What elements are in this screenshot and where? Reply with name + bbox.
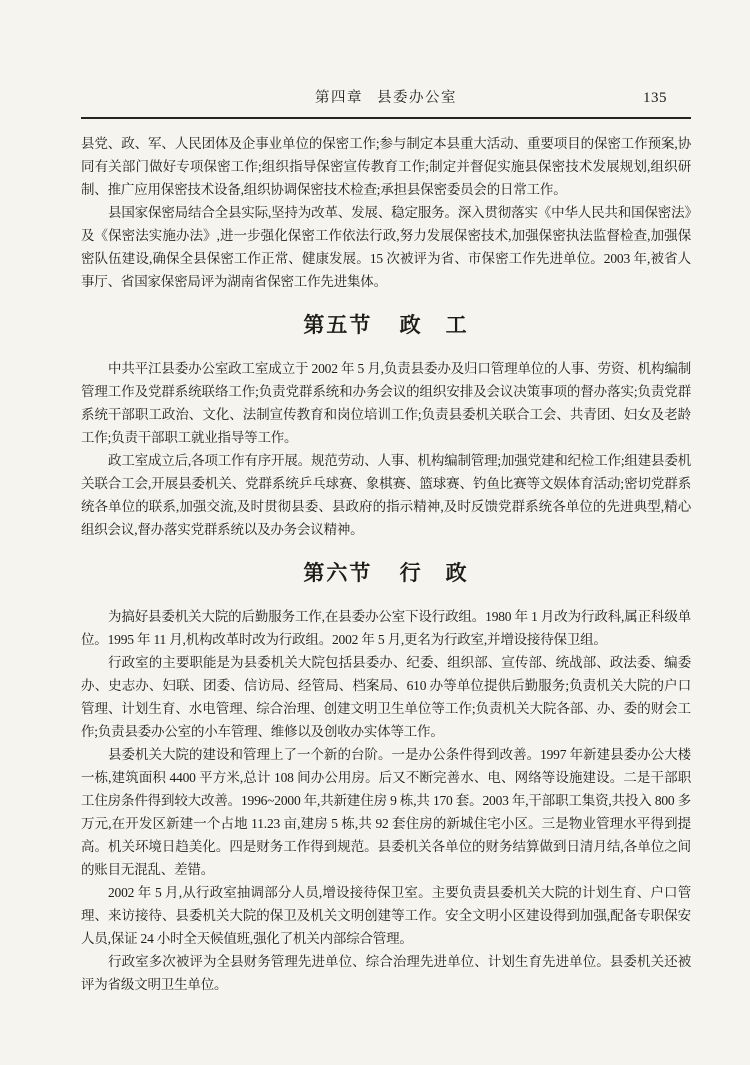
paragraph-compound-construction: 县委机关大院的建设和管理上了一个新的台阶。一是办公条件得到改善。1997 年新建县委办公大楼一栋,建筑面积 4400 平方米,总计 108 间办公用房。后又不断完善水、电、网络等设施建设。二是干部职工住房条件得到较大改善。1996~2000 年,共新建住房 9 栋,共 170 套。2003 年,干部职工集资,共投入 800 多万元,在开发区新建一个占地 11.23 亩,建房 5 栋,共 92 套住房的新城住宅小区。三是物业管理水平得到提高。机关环境日趋美化。四是财务工作得到规范。县委机关各单位的财务结算做到日清月结,各单位之间的账目无混乱、差错。 [81, 747, 691, 877]
section-title: 政 工 [399, 313, 469, 337]
paragraph-zhenggong-work: 政工室成立后,各项工作有序开展。规范劳动、人事、机构编制管理;加强党建和纪检工作;组建县委机关联合工会,开展县委机关、党群系统乒乓球赛、象棋赛、篮球赛、钓鱼比赛等文娱体育活动;密切党群系统各单位的联系,加强交流,及时贯彻县委、县政府的指示精神,及时反馈党群系统各单位的先进典型,精心组织会议,督办落实党群系统以及办务会议精神。 [81, 453, 691, 537]
paragraph-awards: 行政室多次被评为全县财务管理先进单位、综合治理先进单位、计划生育先进单位。县委机关还被评为省级文明卫生单位。 [81, 954, 691, 992]
page-body [81, 132, 691, 996]
header-rule [81, 117, 691, 119]
paragraph-xingzheng-functions: 行政室的主要职能是为县委机关大院包括县委办、纪委、组织部、宣传部、统战部、政法委、编委办、史志办、妇联、团委、信访局、经管局、档案局、610 办等单位提供后勤服务;负责机关大院的户口管理、计划生育、水电管理、综合治理、创建文明卫生单位等工作;负责机关大院各部、办、委的财会工作;负责县委办公室的小车管理、维修以及创收办实体等工作。 [81, 655, 691, 739]
paragraph-zhenggong-founding-duties: 中共平江县委办公室政工室成立于 2002 年 5 月,负责县委办及归口管理单位的人事、劳资、机构编制管理工作及党群系统联络工作;负责党群系统和办务会议的组织安排及会议决策事项的督办落实;负责党群系统干部职工政治、文化、法制宣传教育和岗位培训工作;负责县委机关联合工会、共青团、妇女及老龄工作;负责干部职工就业指导等工作。 [81, 361, 691, 445]
section-number: 第六节 [303, 561, 373, 585]
section-heading-6 [81, 557, 691, 589]
chapter-label: 第四章 [315, 90, 363, 106]
running-head [81, 88, 691, 108]
paragraph-security-office: 2002 年 5 月,从行政室抽调部分人员,增设接待保卫室。主要负责县委机关大院的计划生育、户口管理、来访接待、县委机关大院的保卫及机关文明创建等工作。安全文明小区建设得到加强,配备专职保安人员,保证 24 小时全天候值班,强化了机关内部综合管理。 [81, 885, 691, 946]
paragraph-secrecy-bureau-achievements: 县国家保密局结合全县实际,坚持为改革、发展、稳定服务。深入贯彻落实《中华人民共和国保密法》及《保密法实施办法》,进一步强化保密工作依法行政,努力发展保密技术,加强保密执法监督检查,加强保密队伍建设,确保全县保密工作正常、健康发展。15 次被评为省、市保密工作先进单位。2003 年,被省人事厅、省国家保密局评为湖南省保密工作先进集体。 [81, 205, 691, 289]
paragraph-secrecy-duties-continuation: 县党、政、军、人民团体及企事业单位的保密工作;参与制定本县重大活动、重要项目的保密工作预案,协同有关部门做好专项保密工作;组织指导保密宣传教育工作;制定并督促实施县保密技术发展规划,组织研制、推广应用保密技术设备,组织协调保密技术检查;承担县保密委员会的日常工作。 [81, 136, 691, 197]
section-number: 第五节 [303, 313, 373, 337]
section-heading-5 [81, 309, 691, 341]
section-title: 行 政 [399, 561, 469, 585]
chapter-title: 县委办公室 [377, 90, 457, 106]
page-content [81, 88, 691, 996]
page-header [81, 88, 691, 108]
paragraph-xingzheng-history: 为搞好县委机关大院的后勤服务工作,在县委办公室下设行政组。1980 年 1 月改为行政科,属正科级单位。1995 年 11 月,机构改革时改为行政组。2002 年 5 月,更名为行政室,并增设接待保卫组。 [81, 609, 691, 647]
page-number: 135 [643, 90, 667, 106]
